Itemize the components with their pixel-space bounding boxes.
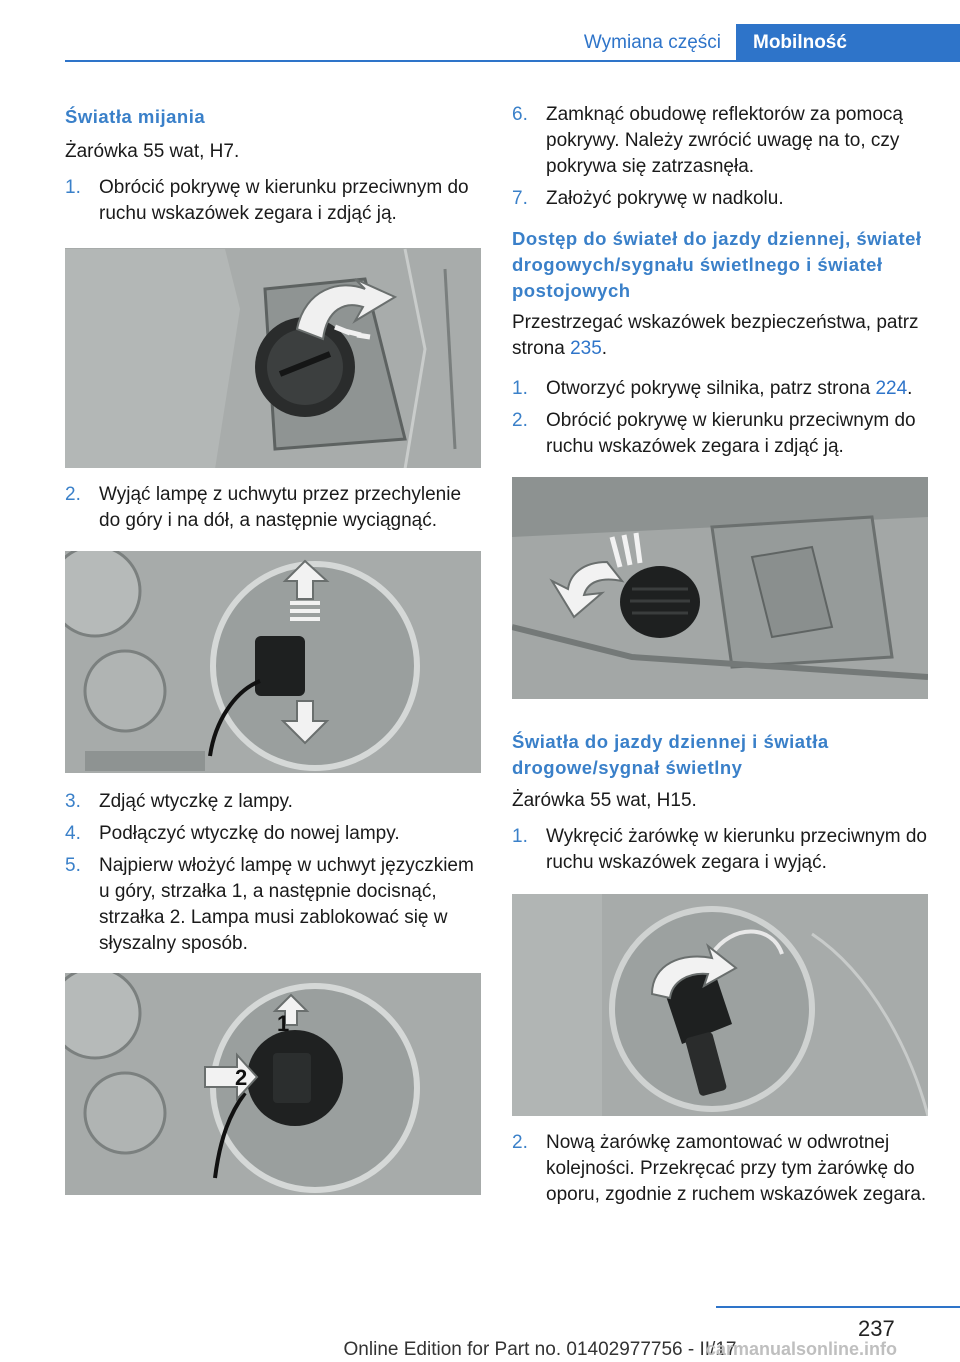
lamp-tilt-illustration bbox=[65, 551, 481, 773]
right-column bbox=[512, 100, 930, 1208]
step-b1-unscrew-bulb bbox=[512, 824, 930, 876]
watermark-text: carmanualsonline.info bbox=[706, 1339, 898, 1359]
step-text: Nową żarówkę zamontować w odwrotnej kolejności. Przekręcać przy tym żarówkę do oporu, zgodnie z ruchem wskazówek zegara. bbox=[546, 1132, 927, 1205]
figure-headlight-cover bbox=[65, 248, 481, 468]
page-link-235[interactable]: 235 bbox=[570, 338, 602, 359]
step-7-fit-wheelarch-cover bbox=[512, 186, 930, 212]
figure-engine-bay-cover bbox=[512, 477, 928, 699]
step-text: Wyjąć lampę z uchwytu przez przechylenie do góry i na dół, a następnie wyciągnąć. bbox=[99, 484, 462, 531]
lamp-insert-illustration bbox=[65, 973, 481, 1195]
engine-bay-illustration bbox=[512, 477, 928, 699]
step-1-remove-cover bbox=[65, 175, 483, 227]
page-link-224[interactable]: 224 bbox=[875, 378, 908, 399]
header-section-title: Wymiana części bbox=[583, 32, 721, 53]
step-text: Zamknąć obudowę reflektorów za pomocą pokrywy. Należy zwrócić uwagę na to, czy pokrywa się zatrzasnęła. bbox=[546, 104, 903, 177]
step-a1-open-hood: 1. Otworzyć pokrywę silnika, patrz strona 224. bbox=[512, 376, 930, 402]
bulb-spec-h15: Żarówka 55 wat, H15. bbox=[512, 790, 697, 811]
step-text: Wykręcić żarówkę w kierunku przeciwnym do ruchu wskazówek zegara i wyjąć. bbox=[546, 826, 927, 873]
step-4-attach-plug bbox=[65, 821, 483, 847]
step-number: 5. bbox=[65, 855, 81, 876]
figure-lamp-tilt bbox=[65, 551, 481, 773]
step-number: 3. bbox=[65, 791, 81, 812]
safety-note: Przestrzegać wskazówek bezpieczeństwa, patrz strona 235. bbox=[512, 312, 919, 359]
step-text: Obrócić pokrywę w kierunku przeciwnym do ruchu wskazówek zegara i zdjąć ją. bbox=[546, 410, 916, 457]
bulb-spec-h7: Żarówka 55 wat, H7. bbox=[65, 141, 240, 162]
step-5-insert-lamp bbox=[65, 853, 483, 957]
step-number: 1. bbox=[512, 826, 528, 847]
edition-text: Online Edition for Part no. 01402977756 - II/17 bbox=[343, 1339, 737, 1360]
step-text: Najpierw włożyć lampę w uchwyt języczkiem u góry, strzałka 1, a następnie docisnąć, strzałka 2. Lampa musi zablokować się w słyszalny sposób. bbox=[99, 855, 474, 954]
step-text: Podłączyć wtyczkę do nowej lampy. bbox=[99, 823, 400, 844]
h15-bulb-illustration bbox=[512, 894, 928, 1116]
heading-drl-access: Dostęp do świateł do jazdy dziennej, świateł drogowych/sygnału świetlnego i świateł postojowych bbox=[512, 228, 922, 301]
left-column bbox=[65, 100, 483, 1195]
figure-lamp-insert bbox=[65, 973, 481, 1195]
step-2-remove-lamp bbox=[65, 482, 483, 534]
safety-text: Przestrzegać wskazówek bezpieczeństwa, patrz strona bbox=[512, 312, 919, 359]
step-text: Obrócić pokrywę w kierunku przeciwnym do ruchu wskazówek zegara i zdjąć ją. bbox=[99, 177, 469, 224]
header-chapter-tab[interactable]: Mobilność bbox=[736, 24, 960, 62]
heading-low-beam: Światła mijania bbox=[65, 106, 206, 127]
step-text: Otworzyć pokrywę silnika, patrz strona bbox=[546, 378, 876, 399]
page-number: 237 bbox=[858, 1316, 895, 1341]
step-number: 2. bbox=[512, 1132, 528, 1153]
step-text: Zdjąć wtyczkę z lampy. bbox=[99, 791, 293, 812]
footer-rule bbox=[716, 1306, 960, 1308]
arrow-label-1: 1 bbox=[277, 1011, 290, 1036]
heading-drl-highbeam: Światła do jazdy dziennej i światła drogowe/sygnał świetlny bbox=[512, 731, 829, 778]
step-a2-remove-cover bbox=[512, 408, 930, 460]
step-number: 7. bbox=[512, 188, 528, 209]
step-3-detach-plug bbox=[65, 789, 483, 815]
header-rule bbox=[65, 60, 960, 62]
cover-illustration bbox=[65, 248, 481, 468]
step-number: 2. bbox=[512, 410, 528, 431]
step-b2-install-bulb bbox=[512, 1130, 930, 1208]
step-number: 1. bbox=[512, 378, 528, 399]
arrow-label-2: 2 bbox=[235, 1065, 248, 1090]
figure-h15-bulb bbox=[512, 894, 928, 1116]
step-number: 2. bbox=[65, 484, 81, 505]
step-text: Założyć pokrywę w nadkolu. bbox=[546, 188, 784, 209]
step-number: 4. bbox=[65, 823, 81, 844]
step-number: 1. bbox=[65, 177, 81, 198]
step-6-close-housing bbox=[512, 102, 930, 180]
step-number: 6. bbox=[512, 104, 528, 125]
